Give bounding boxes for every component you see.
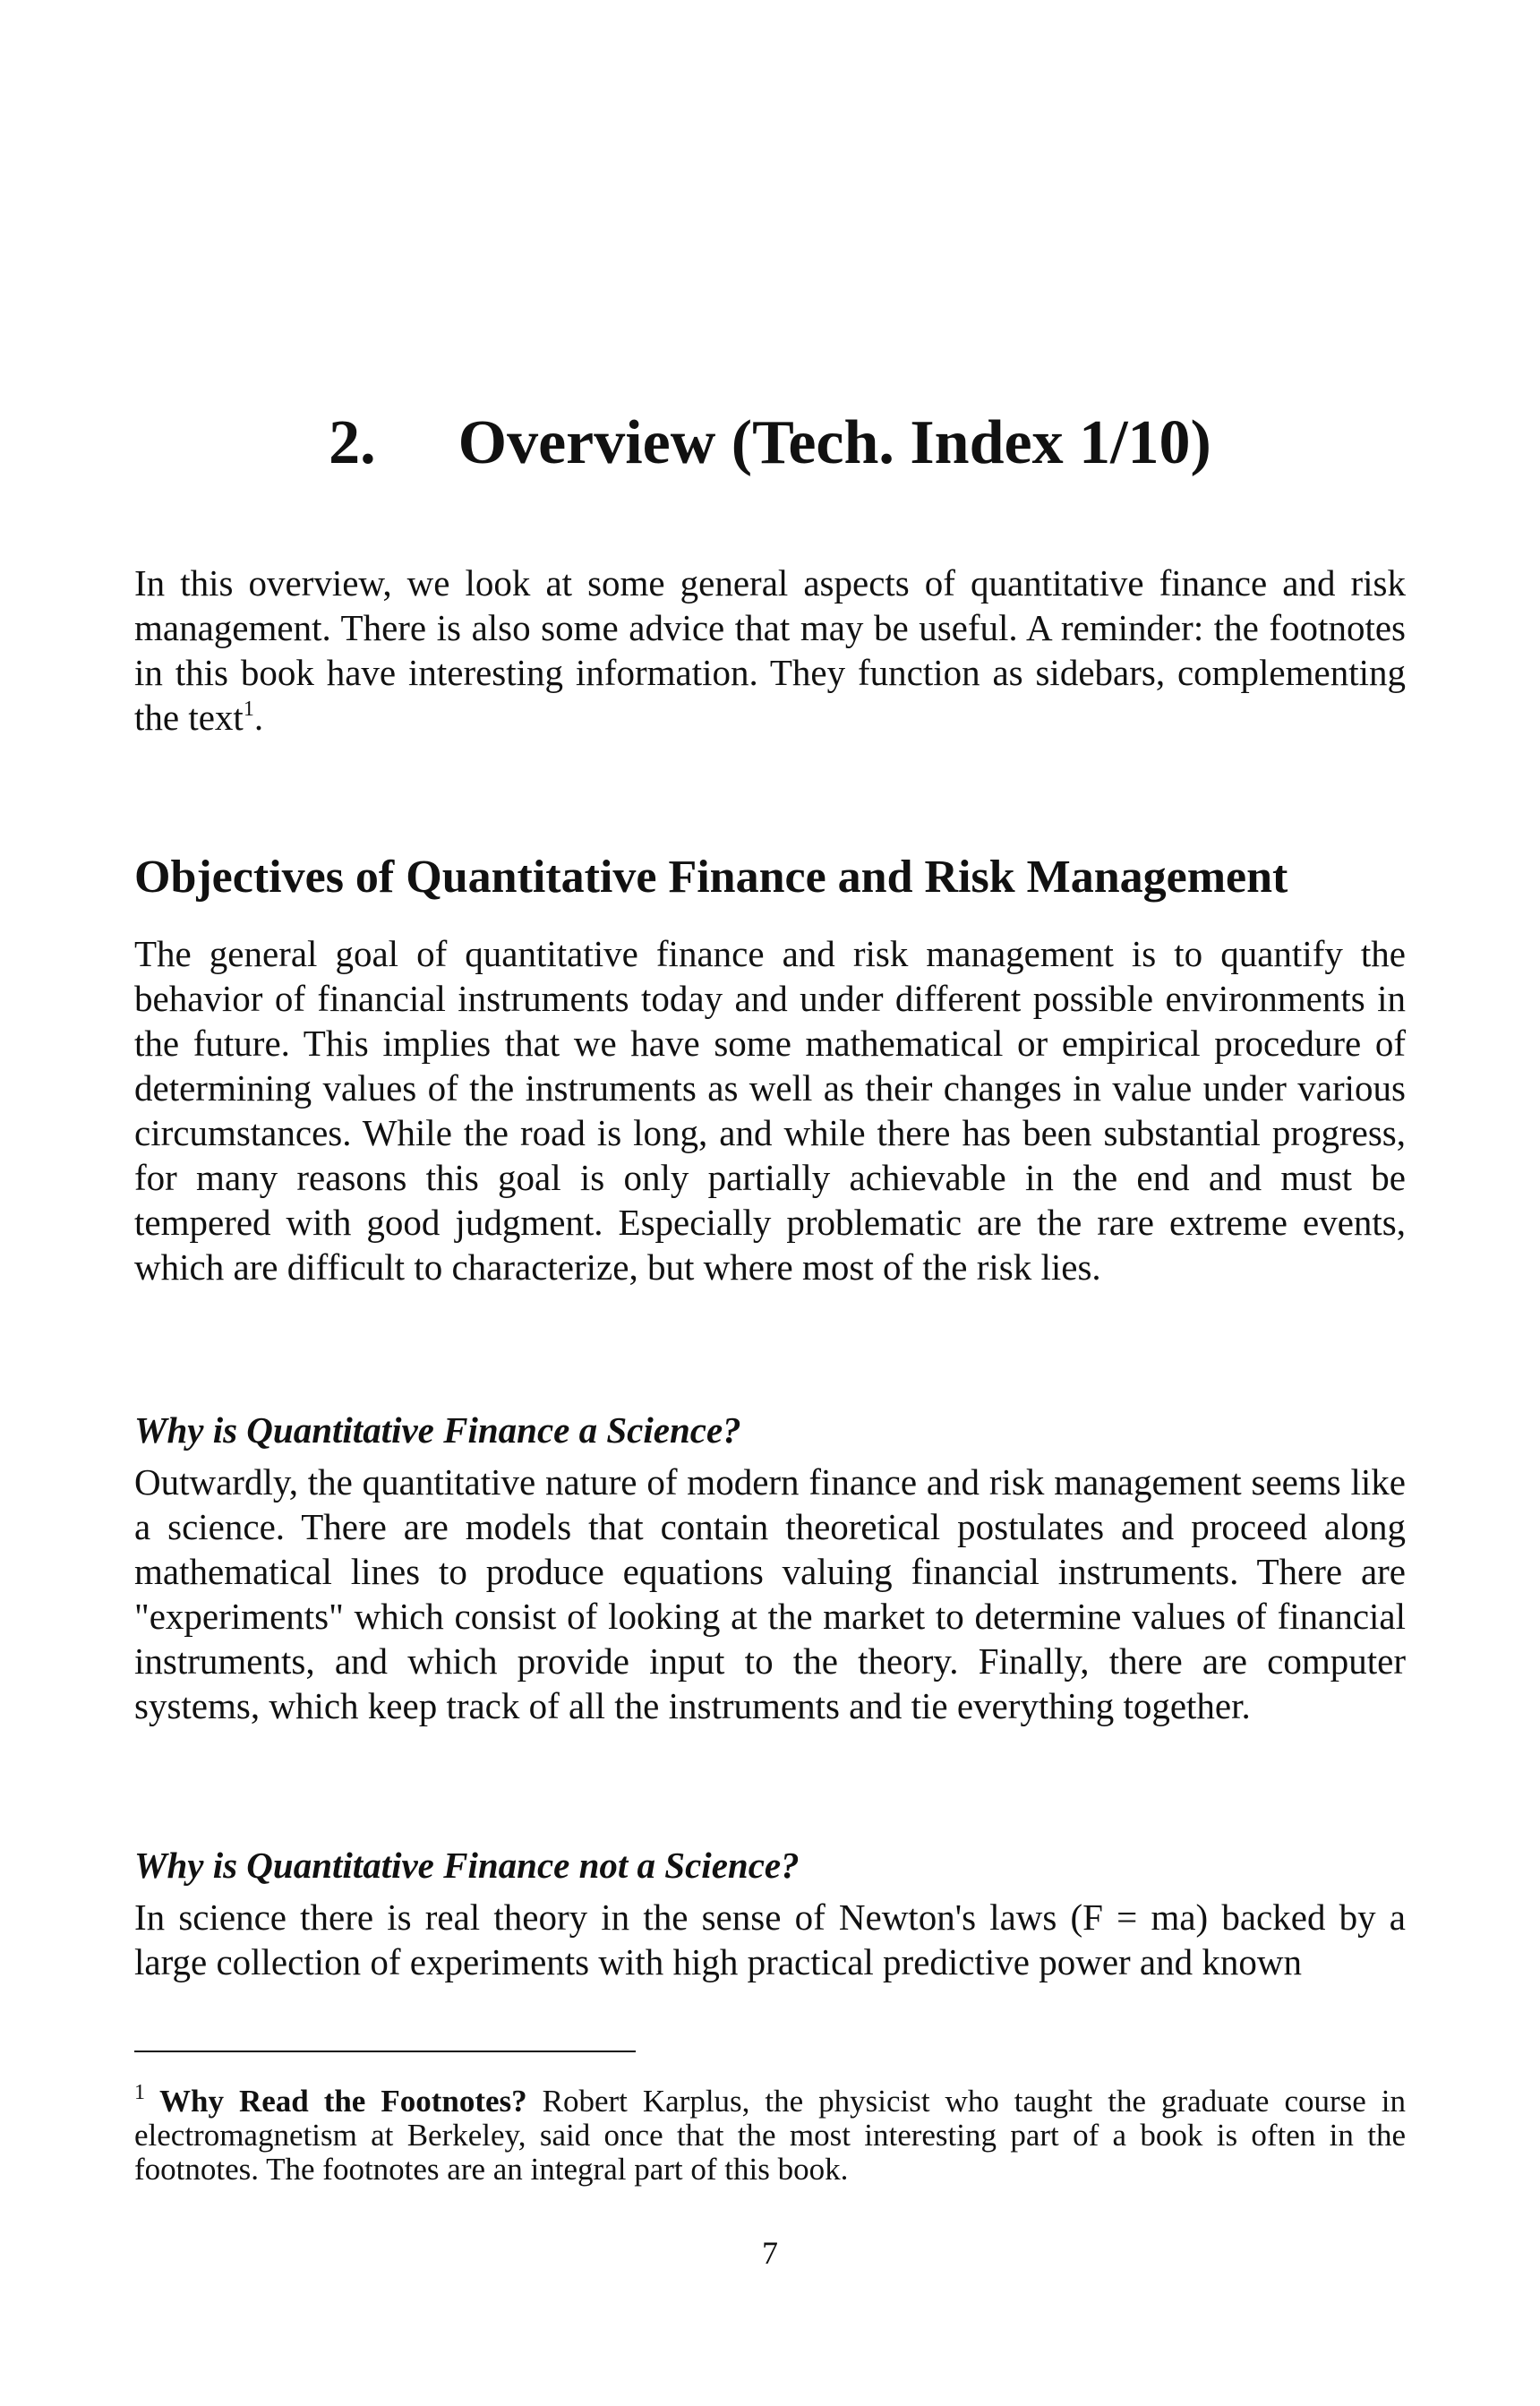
footnote-divider [134,2051,636,2052]
chapter-title [134,407,1406,479]
objectives-paragraph: The general goal of quantitative finance and risk management is to quantify the behavior of financial instruments today and under different possible environments in the future. This implies that we have some mathematical or empirical procedure of determining values of the instruments as well as their changes in value under various circumstances. While the road is long, and while there has been substantial progress, for many reasons this goal is only partially achievable in the end and must be tempered with good judgment. Especially problematic are the rare extreme events, which are difficult to characterize, but where most of the risk lies. [134,933,1406,1288]
footnote-reference[interactable]: 1 [243,698,254,721]
intro-end: . [253,697,264,738]
page-number: 7 [762,2235,778,2271]
footnote-text: Robert Karplus, the physicist who taught the graduate course in electromagnetism at Berkeley, said once that the most interesting part of a book is often in the footnotes. The footnotes are an integral part of this book. [134,2084,1406,2187]
intro-paragraph [134,561,1406,740]
science-paragraph: Outwardly, the quantitative nature of modern finance and risk management seems like a science. There are models that contain theoretical postulates and proceed along mathematical lines to produce equations valuing financial instruments. There are "experiments" which consist of looking at the market to determine values of financial instruments, and which provide input to the theory. Finally, there are computer systems, which keep track of all the instruments and tie everything together. [134,1461,1406,1726]
footnote-title: Why Read the Footnotes? [159,2084,527,2119]
not-science-paragraph: In science there is real theory in the sense of Newton's laws (F = ma) backed by a large collection of experiments with high practical predictive power and known [134,1897,1406,1982]
section-heading: Objectives of Quantitative Finance and Risk Management [134,852,1288,903]
chapter-title-text: Overview (Tech. Index 1/10) [458,408,1211,477]
subheading-not-science: Why is Quantitative Finance not a Science? [134,1845,800,1886]
intro-text: In this overview, we look at some general aspects of quantitative finance and risk management. There is also some advice that may be useful. A reminder: the footnotes in this book have interesting information. They function as sidebars, complementing the text [134,562,1406,738]
footnote [134,2076,1406,2187]
subheading-science: Why is Quantitative Finance a Science? [134,1409,741,1451]
footnote-mark: 1 [134,2081,145,2104]
chapter-number: 2. [329,408,376,477]
